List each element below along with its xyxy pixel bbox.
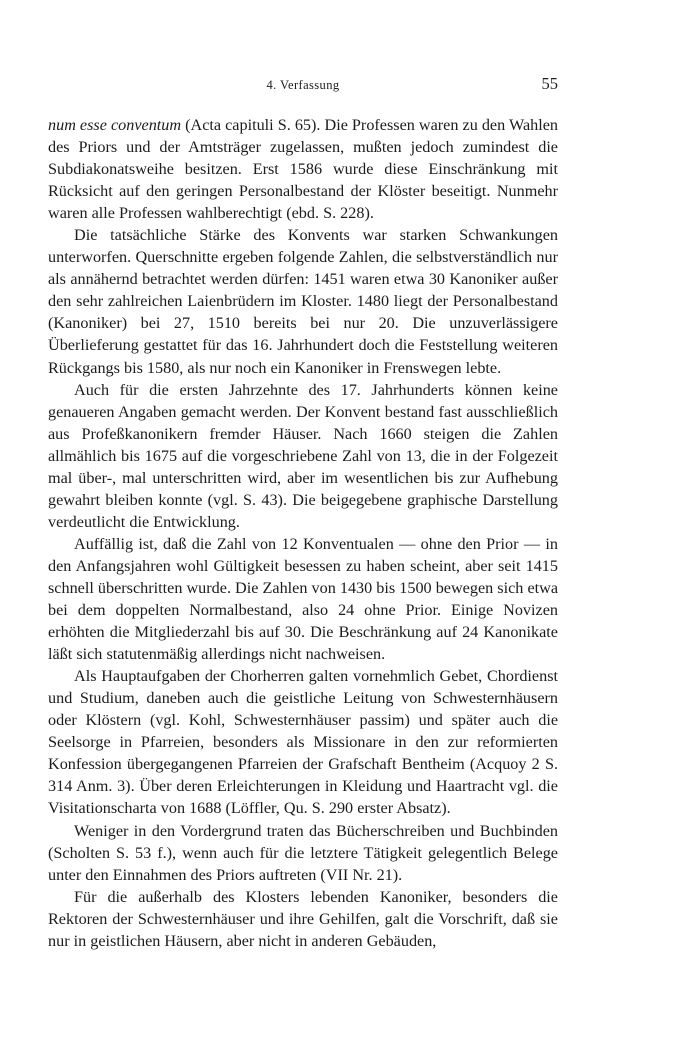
paragraph: Für die außerhalb des Klosters lebenden Kanoniker, besonders die Rektoren der Schwesternhäuser und ihre Gehilfen, galt die Vorschrift, daß sie nur in geistlichen Häusern, aber nicht in anderen Gebäuden, [48,887,558,950]
paragraph: Auch für die ersten Jahrzehnte des 17. Jahrhunderts können keine genaueren Angaben gemacht werden. Der Konvent bestand fast ausschließlich aus Profeßkanonikern fremder Häuser. Nach 1660 steigen die Zahlen allmählich bis 1675 auf die vorgeschriebene Zahl von 13, die in der Folgezeit mal über-, mal unterschritten wird, aber im wesentlichen bis zur Aufhebung gewahrt bleiben konnte (vgl. S. 43). Die beigegebene graphische Darstellung verdeutlicht die Entwicklung. [48,380,558,531]
paragraph [48,114,558,224]
body-text [48,114,558,952]
page-number: 55 [541,74,558,93]
section-title: 4. Verfassung [266,78,340,92]
paragraph: Auffällig ist, daß die Zahl von 12 Konventualen — ohne den Prior — in den Anfangsjahren wohl Gültigkeit besessen zu haben scheint, aber seit 1415 schnell überschritten wurde. Die Zahlen von 1430 bis 1500 bewegen sich etwa bei dem doppelten Normalbestand, also 24 ohne Prior. Einige Novizen erhöhten die Mitgliederzahl bis auf 30. Die Beschränkung auf 24 Kanonikate läßt sich statutenmäßig allerdings nicht nachweisen. [48,534,558,664]
running-head [48,74,558,98]
paragraph: Die tatsächliche Stärke des Konvents war starken Schwankungen unterworfen. Querschnitte ergeben folgende Zahlen, die selbstverständlich nur als annähernd betrachtet werden dürfen: 1451 waren etwa 30 Kanoniker außer den sehr zahlreichen Laienbrüdern im Kloster. 1480 liegt der Personalbestand (Kanoniker) bei 27, 1510 bereits bei nur 20. Die unzuverlässigere Überlieferung gestattet für das 16. Jahrhundert doch die Feststellung weiteren Rückgangs bis 1580, als nur noch ein Kanoniker in Frenswegen lebte. [48,226,558,377]
italic-latin-phrase: num esse conventum [48,116,182,134]
paragraph: Als Hauptaufgaben der Chorherren galten vornehmlich Gebet, Chordienst und Studium, daneben auch die geistliche Leitung von Schwesternhäusern oder Klöstern (vgl. Kohl, Schwesternhäuser passim) und später auch die Seelsorge in Pfarreien, besonders als Missionare in den zur reformierten Konfession übergegangenen Pfarreien der Grafschaft Bentheim (Acquoy 2 S. 314 Anm. 3). Über deren Erleichterungen in Kleidung und Haartracht vgl. die Visitationscharta von 1688 (Löffler, Qu. S. 290 erster Absatz). [48,667,558,818]
paragraph: Weniger in den Vordergrund traten das Bücherschreiben und Buchbinden (Scholten S. 53 f.), wenn auch für die letztere Tätigkeit gelegentlich Belege unter den Einnahmen des Priors auftreten (VII Nr. 21). [48,821,558,884]
paragraph-text: (Acta capituli S. 65). Die Professen waren zu den Wahlen des Priors und der Amtsträger zugelassen, mußten jedoch zumindest die Subdiakonatsweihe besitzen. Erst 1586 wurde diese Einschränkung mit Rücksicht auf den geringen Personalbestand der Klöster beseitigt. Nunmehr waren alle Professen wahlberechtigt (ebd. S. 228). [48,116,559,223]
